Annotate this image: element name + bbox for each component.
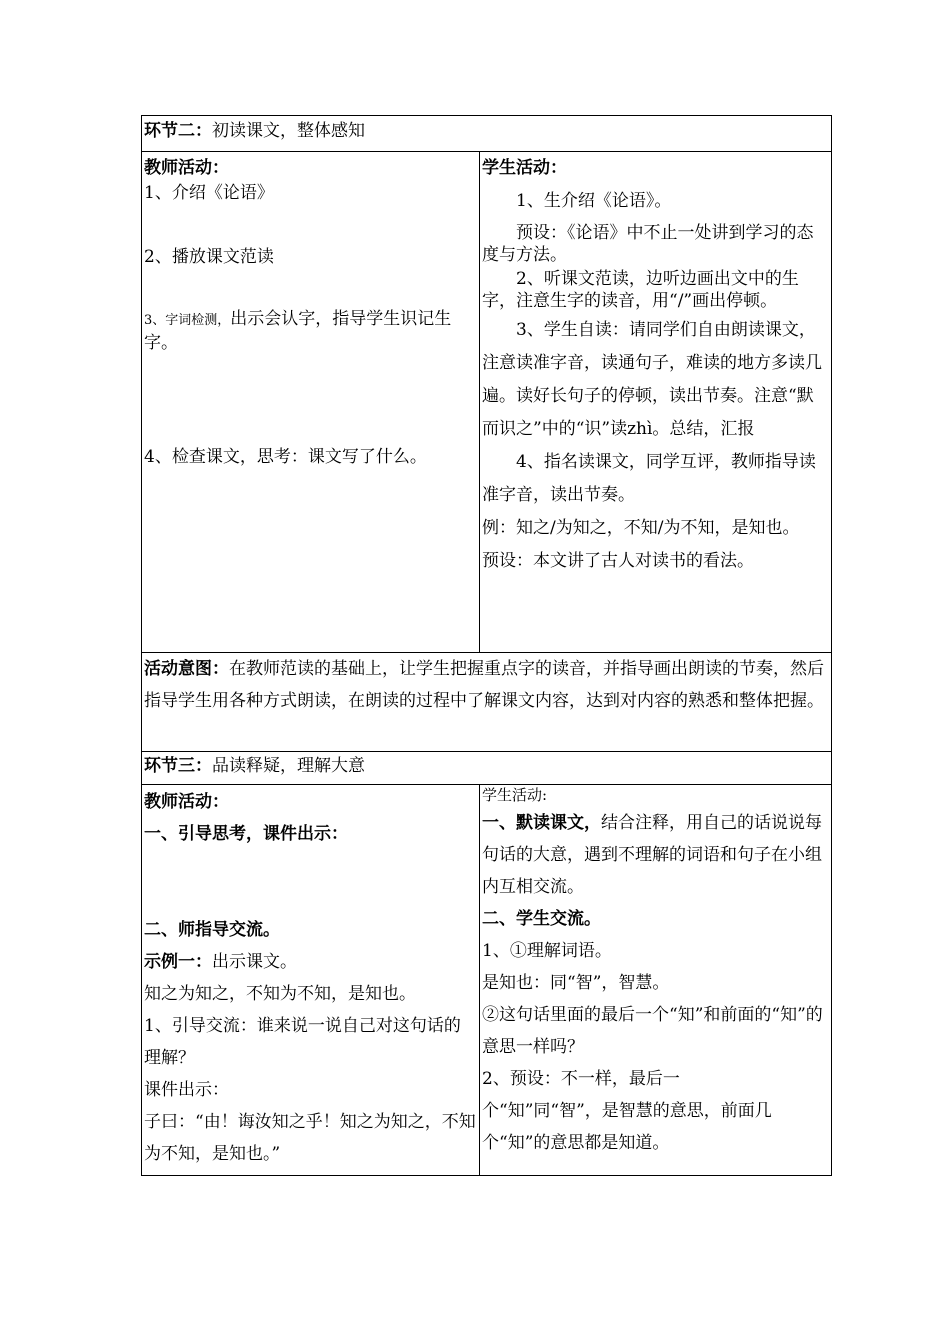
section3-title [142,752,832,785]
teacher-item-1: 1、介绍《论语》 [144,183,274,203]
s3-example-text: 出示课文。 [212,952,297,972]
s3-teacher-quote: 知之为知之，不知为不知，是知也。 [144,984,416,1004]
student-item-5: 4、指名读课文，同学互评，教师指导读准字音，读出节奏。 [482,452,816,505]
section2-header-row [142,116,832,152]
s3-teacher-courseware-text: 子曰：“由！诲汝知之乎！知之为知之，不知为不知，是知也。” [144,1112,476,1164]
student-item-4: 3、学生自读：请同学们自由朗读课文，注意读准字音，读通句子，难读的地方多读几遍。读好长句子的停顿，读出节奏。注意“默而识之”中的“识”读zhì。总结，汇报 [482,320,822,439]
s3-teacher-courseware: 课件出示： [144,1080,229,1100]
section3-student-cell [480,785,832,1176]
s3-example-label: 示例一： [144,952,212,972]
student-item-3: 2、听课文范读，边听边画出文中的生字，注意生字的读音，用“/”画出停顿。 [482,269,799,311]
s3-student-line-4: 2、预设：不一样，最后一 [482,1069,680,1089]
s3-student-line-5: 个“知”同“智”，是智慧的意思，前面几个“知”的意思都是知道。 [482,1101,772,1153]
student-heading: 学生活动： [482,158,567,178]
teacher-item-3-text: 出示会认字，指导学生识记生字。 [144,309,452,353]
section3-title-label: 环节三： [144,756,212,776]
lesson-plan-table [141,115,832,1176]
intent-label: 活动意图： [144,659,229,679]
section2-title [142,116,832,152]
student-preview: 预设：本文讲了古人对读书的看法。 [482,551,754,571]
s3-teacher-step2: 二、师指导交流。 [144,920,280,940]
section2-student-cell [480,152,832,653]
section3-header-row [142,752,832,785]
student-block-3 [482,314,829,578]
s3-teacher-spacer [144,850,477,914]
section3-title-text: 品读释疑，理解大意 [212,756,365,776]
section2-title-text: 初读课文，整体感知 [212,121,365,141]
s3-student-line-2: 是知也：同“智”，智慧。 [482,973,670,993]
s3-student-heading: 学生活动: [482,786,548,804]
teacher-item-2: 2、播放课文范读 [144,247,274,267]
s3-student-line-3: ②这句话里面的最后一个“知”和前面的“知”的意思一样吗？ [482,1005,823,1057]
teacher-item-3 [144,308,477,354]
teacher-item-4: 4、检查课文，思考：课文写了什么。 [144,447,427,467]
s3-student-item1 [482,807,829,903]
s3-student-item1-text: 结合注释，用自己的话说说每句话的大意，遇到不理解的词语和句子在小组内互相交流。 [482,813,822,897]
s3-teacher-heading: 教师活动： [144,792,229,812]
s3-student-item1-label: 一、默读课文， [482,813,601,833]
student-item-2: 预设：《论语》中不止一处讲到学习的态度与方法。 [482,223,814,265]
teacher-heading: 教师活动： [144,158,229,178]
section2-intent-row [142,653,832,752]
intent-paragraph [144,653,829,717]
student-item-1: 1、生介绍《论语》。 [516,191,672,211]
student-example: 例：知之/为知之，不知/为不知，是知也。 [482,518,800,538]
section2-teacher-cell [142,152,480,653]
teacher-item-3-prefix: 3、字词检测， [144,313,231,328]
section3-teacher-cell [142,785,480,1176]
section2-intent [142,653,832,752]
s3-teacher-step1: 一、引导思考，课件出示： [144,824,348,844]
intent-text: 在教师范读的基础上，让学生把握重点字的读音，并指导画出朗读的节奏，然后指导学生用各种方式朗读，在朗读的过程中了解课文内容，达到对内容的熟悉和整体把握。 [144,659,824,711]
section3-activities-row [142,785,832,1176]
s3-teacher-example [144,946,477,978]
s3-teacher-guide: 1、引导交流：谁来说一说自己对这句话的理解？ [144,1016,461,1068]
section2-title-label: 环节二： [144,121,212,141]
section2-activities-row [142,152,832,653]
s3-student-line-1: 1、①理解词语。 [482,941,612,961]
s3-student-item2: 二、学生交流。 [482,909,601,929]
